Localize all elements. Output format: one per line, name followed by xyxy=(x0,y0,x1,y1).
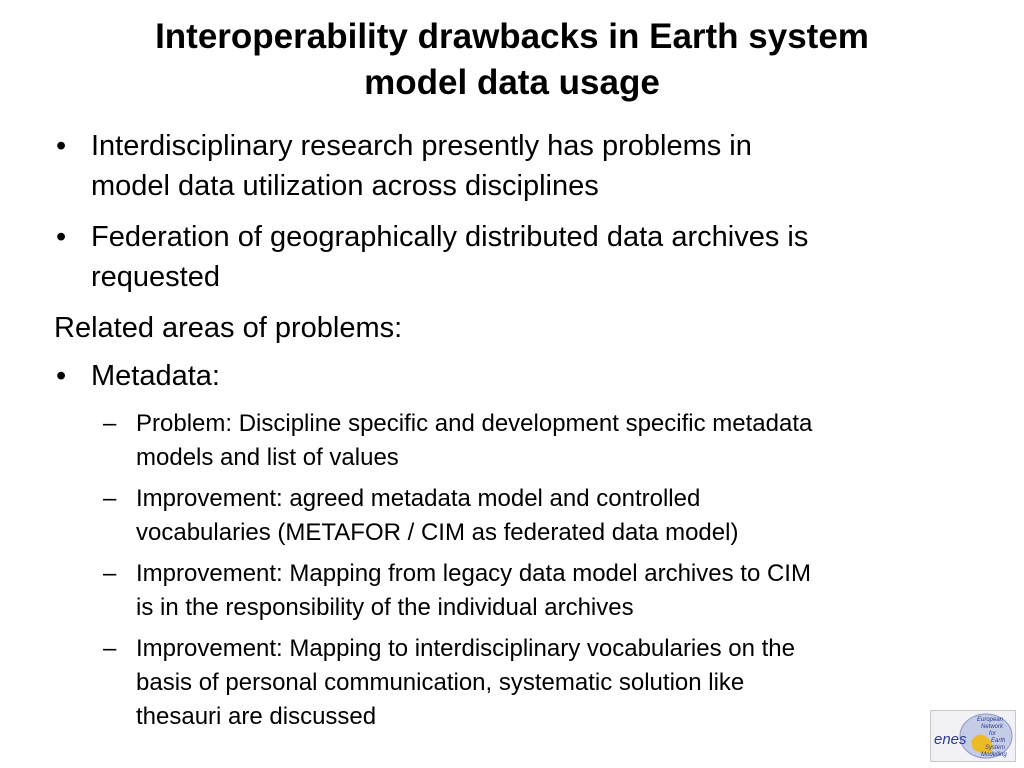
logo-tagline-line: for xyxy=(989,731,997,737)
sub-item-text-line: models and list of values xyxy=(136,444,399,471)
bullet-marker: • xyxy=(56,221,67,253)
sub-item-text-line: Improvement: Mapping from legacy data model archives to CIM xyxy=(136,560,811,587)
slide-title-line-2: model data usage xyxy=(364,63,660,102)
sub-item-text-line: Improvement: Mapping to interdisciplinary vocabularies on the xyxy=(136,635,796,662)
logo-tagline-line: Modelling xyxy=(981,752,1007,758)
sub-item xyxy=(54,632,954,734)
bullet-text-line: requested xyxy=(91,261,220,293)
slide-body xyxy=(54,126,954,741)
sub-item xyxy=(54,557,954,625)
bullet-text-line: Federation of geographically distributed data archives is xyxy=(91,221,809,253)
logo-tagline-line: European xyxy=(977,717,1004,723)
metadata-label: Metadata: xyxy=(91,360,220,392)
enes-logo xyxy=(930,710,1016,762)
bullet-text-line: model data utilization across disciplines xyxy=(91,170,599,202)
sub-item-text-line: basis of personal communication, systematic solution like xyxy=(136,669,745,696)
sub-item-text-line: vocabularies (METAFOR / CIM as federated data model) xyxy=(136,519,739,546)
bullet-item xyxy=(54,217,954,297)
dash-marker: – xyxy=(103,635,117,662)
slide-title-line-1: Interoperability drawbacks in Earth system xyxy=(155,17,869,56)
bullet-item xyxy=(54,126,954,206)
bullet-marker: • xyxy=(56,360,67,392)
sub-item-text-line: thesauri are discussed xyxy=(136,703,377,730)
related-heading: Related areas of problems: xyxy=(54,312,403,344)
slide-title xyxy=(40,14,984,106)
logo-brand-text: enes xyxy=(934,731,967,748)
dash-marker: – xyxy=(103,560,117,587)
logo-tagline-line: Network xyxy=(981,724,1004,730)
bullet-marker: • xyxy=(56,130,67,162)
bullet-text-line: Interdisciplinary research presently has problems in xyxy=(91,130,752,162)
sub-item xyxy=(54,482,954,550)
sub-item-text-line: is in the responsibility of the individual archives xyxy=(136,594,634,621)
sub-item-text-line: Improvement: agreed metadata model and controlled xyxy=(136,485,701,512)
sub-item xyxy=(54,407,954,475)
enes-logo-graphic xyxy=(931,711,1015,761)
dash-marker: – xyxy=(103,485,117,512)
metadata-bullet xyxy=(54,356,954,396)
dash-marker: – xyxy=(103,410,117,437)
logo-tagline-line: Earth xyxy=(991,738,1006,744)
sub-item-text-line: Problem: Discipline specific and development specific metadata xyxy=(136,410,813,437)
logo-tagline-line: System xyxy=(985,745,1006,751)
